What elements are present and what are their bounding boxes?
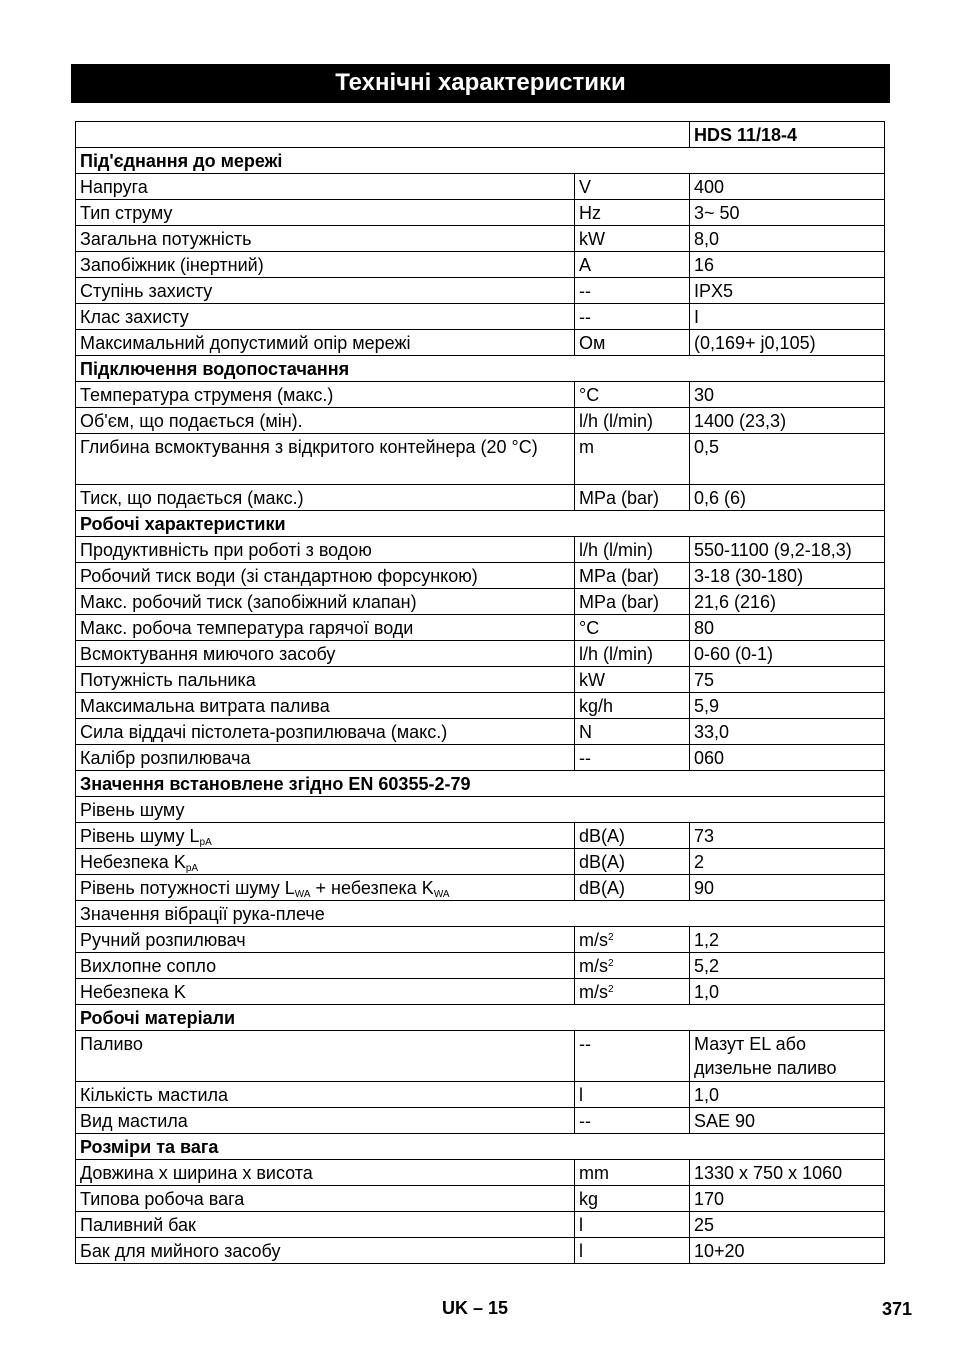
spec-value: 1400 (23,3)	[690, 408, 885, 434]
spec-unit: mm	[575, 1160, 690, 1186]
table-row	[76, 615, 885, 641]
table-header-row	[76, 122, 885, 148]
unit-text: m/s	[579, 930, 608, 950]
table-row	[76, 1160, 885, 1186]
spec-label: Паливний бак	[76, 1212, 575, 1238]
spec-unit: l	[575, 1082, 690, 1108]
unit-superscript: 2	[608, 958, 614, 969]
table-row	[76, 719, 885, 745]
table-row	[76, 200, 885, 226]
spec-unit	[575, 979, 690, 1005]
spec-value: 1330 x 750 x 1060	[690, 1160, 885, 1186]
spec-label: Температура струменя (макс.)	[76, 382, 575, 408]
spec-unit: m	[575, 434, 690, 485]
table-row	[76, 1031, 885, 1082]
table-row	[76, 745, 885, 771]
spec-unit: --	[575, 1108, 690, 1134]
spec-label: Глибина всмоктування з відкритого контейнера (20 °C)	[76, 434, 575, 485]
label-subscript: pA	[199, 837, 212, 848]
page-title: Технічні характеристики	[71, 64, 890, 103]
section-title: Значення встановлене згідно EN 60355-2-79	[76, 771, 885, 797]
spec-unit: dB(A)	[575, 823, 690, 849]
spec-value: 1,2	[690, 927, 885, 953]
section-header-row	[76, 511, 885, 537]
subsection-row	[76, 901, 885, 927]
table-row	[76, 408, 885, 434]
table-row	[76, 667, 885, 693]
table-row	[76, 1212, 885, 1238]
spec-value: 1,0	[690, 1082, 885, 1108]
spec-unit: --	[575, 278, 690, 304]
spec-label: Макс. робочий тиск (запобіжний клапан)	[76, 589, 575, 615]
table-row	[76, 953, 885, 979]
section-header-row	[76, 1134, 885, 1160]
table-row	[76, 226, 885, 252]
table-row	[76, 1238, 885, 1264]
spec-value: 90	[690, 875, 885, 901]
page-number: 371	[881, 1299, 912, 1319]
spec-unit: °C	[575, 382, 690, 408]
table-row	[76, 174, 885, 200]
spec-label: Клас захисту	[76, 304, 575, 330]
spec-label	[76, 875, 575, 901]
table-row	[76, 849, 885, 875]
spec-unit: kW	[575, 226, 690, 252]
spec-value: 1,0	[690, 979, 885, 1005]
spec-label: Максимальний допустимий опір мережі	[76, 330, 575, 356]
table-row	[76, 485, 885, 511]
spec-value: Мазут EL або дизельне паливо	[690, 1031, 885, 1082]
label-subscript: WA	[294, 889, 311, 900]
label-subscript: WA	[433, 889, 450, 900]
spec-value: 0,5	[690, 434, 885, 485]
label-text: + небезпека K	[310, 878, 434, 898]
table-row	[76, 875, 885, 901]
spec-value: IPX5	[690, 278, 885, 304]
spec-value: 0,6 (6)	[690, 485, 885, 511]
noise-level-title: Рівень шуму	[76, 797, 885, 823]
spec-label: Продуктивність при роботі з водою	[76, 537, 575, 563]
table-row	[76, 927, 885, 953]
spec-value: SAE 90	[690, 1108, 885, 1134]
spec-value: 5,2	[690, 953, 885, 979]
page-label: UK – 15	[441, 1298, 509, 1318]
spec-label: Ручний розпилювач	[76, 927, 575, 953]
vibration-title: Значення вібрації рука-плече	[76, 901, 885, 927]
spec-label: Вид мастила	[76, 1108, 575, 1134]
spec-value: 10+20	[690, 1238, 885, 1264]
spec-value: 8,0	[690, 226, 885, 252]
spec-unit: l/h (l/min)	[575, 641, 690, 667]
spec-unit: MPa (bar)	[575, 563, 690, 589]
spec-label: Вихлопне сопло	[76, 953, 575, 979]
section-title: Робочі характеристики	[76, 511, 885, 537]
spec-label: Всмоктування миючого засобу	[76, 641, 575, 667]
table-row	[76, 537, 885, 563]
spec-label: Об'єм, що подається (мін).	[76, 408, 575, 434]
spec-value: 75	[690, 667, 885, 693]
spec-value: 3-18 (30-180)	[690, 563, 885, 589]
spec-unit: kg	[575, 1186, 690, 1212]
spec-value: 2	[690, 849, 885, 875]
header-blank-cell	[76, 122, 690, 148]
table-row	[76, 1186, 885, 1212]
section-title: Під'єднання до мережі	[76, 148, 885, 174]
spec-label: Типова робоча вага	[76, 1186, 575, 1212]
spec-label: Сила віддачі пістолета-розпилювача (макс.)	[76, 719, 575, 745]
section-title: Підключення водопостачання	[76, 356, 885, 382]
spec-unit: MPa (bar)	[575, 485, 690, 511]
spec-label: Макс. робоча температура гарячої води	[76, 615, 575, 641]
spec-unit: --	[575, 1031, 690, 1082]
spec-value: 550-1100 (9,2-18,3)	[690, 537, 885, 563]
spec-value: 16	[690, 252, 885, 278]
spec-unit: N	[575, 719, 690, 745]
spec-unit: --	[575, 304, 690, 330]
spec-label: Довжина x ширина x висота	[76, 1160, 575, 1186]
spec-value: 73	[690, 823, 885, 849]
section-header-row	[76, 1005, 885, 1031]
spec-label: Потужність пальника	[76, 667, 575, 693]
spec-unit: l/h (l/min)	[575, 537, 690, 563]
spec-value: (0,169+ j0,105)	[690, 330, 885, 356]
spec-value: 5,9	[690, 693, 885, 719]
table-row	[76, 1108, 885, 1134]
spec-label	[76, 823, 575, 849]
label-text: Рівень потужності шуму L	[80, 878, 295, 898]
spec-value: 060	[690, 745, 885, 771]
spec-label: Кількість мастила	[76, 1082, 575, 1108]
spec-unit: Ом	[575, 330, 690, 356]
spec-value: 21,6 (216)	[690, 589, 885, 615]
spec-value: 30	[690, 382, 885, 408]
spec-value: 80	[690, 615, 885, 641]
label-text: Небезпека K	[80, 852, 186, 872]
spec-value: 33,0	[690, 719, 885, 745]
spec-unit: l/h (l/min)	[575, 408, 690, 434]
table-row	[76, 693, 885, 719]
spec-label: Калібр розпилювача	[76, 745, 575, 771]
spec-unit: dB(A)	[575, 849, 690, 875]
spec-label: Паливо	[76, 1031, 575, 1082]
table-row	[76, 641, 885, 667]
section-title: Розміри та вага	[76, 1134, 885, 1160]
spec-unit	[575, 953, 690, 979]
table-row	[76, 252, 885, 278]
model-header: HDS 11/18-4	[690, 122, 885, 148]
spec-value: 400	[690, 174, 885, 200]
section-header-row	[76, 148, 885, 174]
spec-unit: °C	[575, 615, 690, 641]
spec-label: Запобіжник (інертний)	[76, 252, 575, 278]
table-row	[76, 304, 885, 330]
spec-label	[76, 849, 575, 875]
spec-label: Максимальна витрата палива	[76, 693, 575, 719]
label-text: Рівень шуму L	[80, 826, 200, 846]
spec-value: 170	[690, 1186, 885, 1212]
spec-unit: V	[575, 174, 690, 200]
spec-unit: kW	[575, 667, 690, 693]
spec-unit	[575, 927, 690, 953]
unit-superscript: 2	[608, 984, 614, 995]
label-subscript: pA	[185, 863, 199, 874]
section-title: Робочі матеріали	[76, 1005, 885, 1031]
spec-unit: MPa (bar)	[575, 589, 690, 615]
spec-unit: kg/h	[575, 693, 690, 719]
spec-label: Напруга	[76, 174, 575, 200]
specifications-table	[75, 121, 885, 1264]
table-row	[76, 563, 885, 589]
subsection-row	[76, 797, 885, 823]
spec-label: Ступінь захисту	[76, 278, 575, 304]
table-row	[76, 330, 885, 356]
spec-unit: dB(A)	[575, 875, 690, 901]
spec-label: Тиск, що подається (макс.)	[76, 485, 575, 511]
spec-label: Робочий тиск води (зі стандартною форсункою)	[76, 563, 575, 589]
spec-label: Бак для мийного засобу	[76, 1238, 575, 1264]
table-row	[76, 823, 885, 849]
spec-unit: --	[575, 745, 690, 771]
table-row	[76, 382, 885, 408]
spec-value: 25	[690, 1212, 885, 1238]
spec-label: Небезпека K	[76, 979, 575, 1005]
spec-value: 0-60 (0-1)	[690, 641, 885, 667]
table-row	[76, 589, 885, 615]
table-row	[76, 1082, 885, 1108]
unit-text: m/s	[579, 956, 608, 976]
table-row	[76, 979, 885, 1005]
spec-label: Загальна потужність	[76, 226, 575, 252]
section-header-row	[76, 356, 885, 382]
unit-superscript: 2	[608, 932, 614, 943]
spec-label: Тип струму	[76, 200, 575, 226]
table-row	[76, 278, 885, 304]
spec-value: I	[690, 304, 885, 330]
spec-unit: Hz	[575, 200, 690, 226]
table-row	[76, 434, 885, 485]
spec-value: 3~ 50	[690, 200, 885, 226]
unit-text: m/s	[579, 982, 608, 1002]
spec-unit: l	[575, 1238, 690, 1264]
spec-unit: A	[575, 252, 690, 278]
section-header-row	[76, 771, 885, 797]
spec-unit: l	[575, 1212, 690, 1238]
